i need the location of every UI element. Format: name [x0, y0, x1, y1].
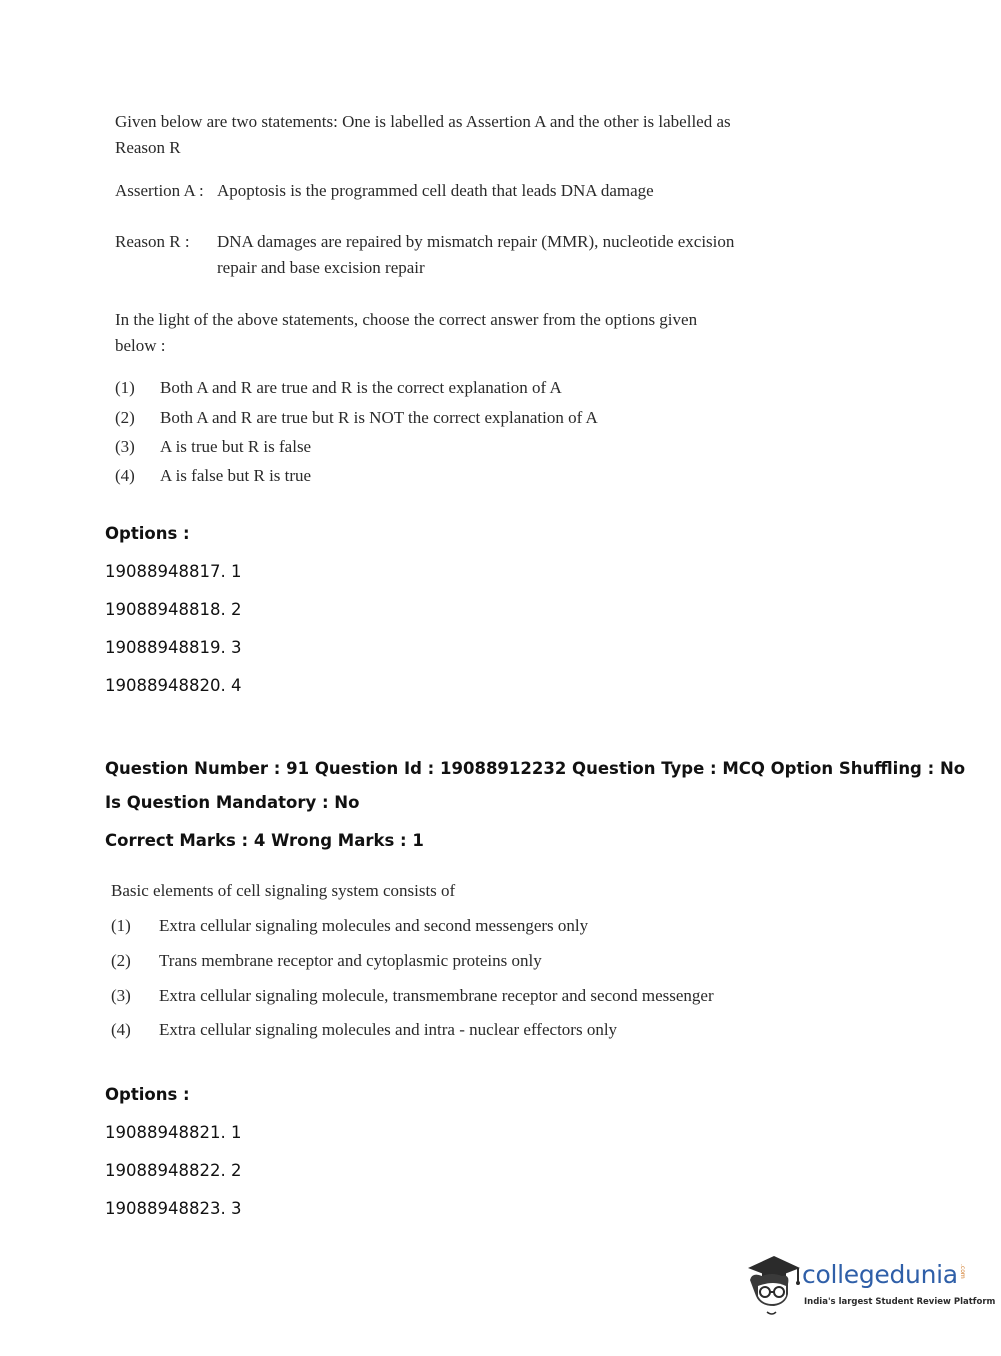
- q91-choice-text: Trans membrane receptor and cytoplasmic proteins only: [159, 951, 542, 970]
- q90-intro-line1: Given below are two statements: One is labelled as Assertion A and the other is labelled as: [115, 112, 731, 131]
- q91-options-heading: Options :: [105, 1085, 190, 1104]
- logo-tld-text: .com: [959, 1264, 966, 1279]
- q91-choice-num: (1): [111, 916, 131, 935]
- q90-options-heading: Options :: [105, 524, 190, 543]
- q91-choice-num: (2): [111, 951, 131, 970]
- q90-choice-text: A is false but R is true: [160, 466, 312, 485]
- q90-instruction-line1: In the light of the above statements, choose the correct answer from the options given: [115, 310, 698, 329]
- q90-instruction-line2: below :: [115, 336, 166, 355]
- q90-option: 19088948818. 2: [105, 600, 242, 619]
- q90-choice-num: (1): [115, 378, 135, 397]
- q90-assertion-text: Apoptosis is the programmed cell death that leads DNA damage: [217, 181, 654, 200]
- q91-choice-num: (4): [111, 1020, 131, 1039]
- q91-option: 19088948822. 2: [105, 1161, 242, 1180]
- logo-tagline: India's largest Student Review Platform: [804, 1297, 996, 1307]
- q90-option: 19088948817. 1: [105, 562, 242, 581]
- q91-choice-num: (3): [111, 986, 131, 1005]
- collegedunia-logo: [742, 1250, 996, 1320]
- q90-reason-text-line1: DNA damages are repaired by mismatch repair (MMR), nucleotide excision: [217, 232, 735, 251]
- q90-choice-num: (2): [115, 408, 135, 427]
- q90-choice-text: A is true but R is false: [160, 437, 312, 456]
- q90-choice-num: (3): [115, 437, 135, 456]
- q90-option: 19088948820. 4: [105, 676, 242, 695]
- q90-choice-text: Both A and R are true but R is NOT the correct explanation of A: [160, 408, 598, 427]
- q91-option: 19088948821. 1: [105, 1123, 242, 1142]
- q90-choice-num: (4): [115, 466, 135, 485]
- q90-intro-line2: Reason R: [115, 138, 181, 157]
- q91-marks-line: Correct Marks : 4 Wrong Marks : 1: [105, 831, 424, 850]
- q90-option: 19088948819. 3: [105, 638, 242, 657]
- q91-meta-line2: Is Question Mandatory : No: [105, 793, 360, 812]
- q91-choice-text: Extra cellular signaling molecules and second messengers only: [159, 916, 589, 935]
- q90-reason-text-line2: repair and base excision repair: [217, 258, 425, 277]
- logo-brand-text: collegedunia: [802, 1260, 958, 1289]
- q90-reason-label: Reason R :: [115, 232, 190, 251]
- q90-assertion-label: Assertion A :: [115, 181, 204, 200]
- q91-question: Basic elements of cell signaling system consists of: [111, 881, 456, 900]
- mascot-icon: [742, 1250, 802, 1320]
- q91-choice-text: Extra cellular signaling molecule, transmembrane receptor and second messenger: [159, 986, 714, 1005]
- q91-meta-line1: Question Number : 91 Question Id : 19088912232 Question Type : MCQ Option Shuffling : No: [105, 759, 966, 778]
- q91-choice-text: Extra cellular signaling molecules and intra - nuclear effectors only: [159, 1020, 618, 1039]
- q90-choice-text: Both A and R are true and R is the correct explanation of A: [160, 378, 562, 397]
- q91-option: 19088948823. 3: [105, 1199, 242, 1218]
